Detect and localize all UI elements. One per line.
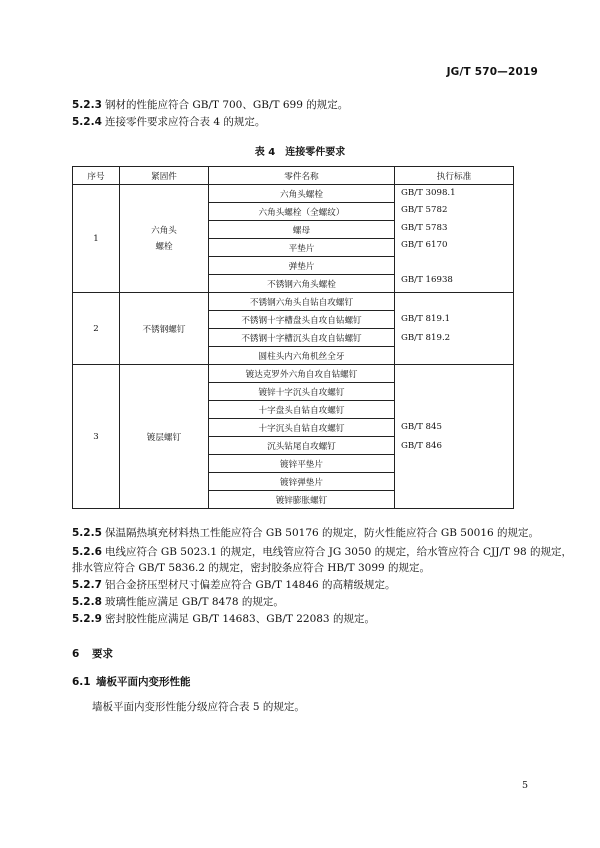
part-name: 镀锌弹垫片 — [209, 473, 395, 491]
row-number: 2 — [73, 293, 120, 365]
section-title: 墙板平面内变形性能 — [96, 676, 191, 688]
part-name: 不锈钢六角头螺栓 — [209, 275, 395, 293]
standard-code: GB/T 5783 — [401, 222, 448, 233]
fastener-line: 螺栓 — [155, 241, 173, 252]
standard-code: GB/T 5782 — [401, 205, 448, 216]
table-header-row — [73, 167, 514, 185]
section-6-1-paragraph: 墙板平面内变形性能分级应符合表 5 的规定。 — [92, 701, 305, 713]
part-name: 镀达克罗外六角自攻自钻螺钉 — [209, 365, 395, 383]
clause-number: 5.2.7 — [72, 579, 102, 591]
header-part-name: 零件名称 — [209, 167, 395, 185]
standard-code: GB/T 819.1 — [401, 313, 451, 324]
part-name: 不锈钢十字槽盘头自攻自钻螺钉 — [209, 311, 395, 329]
clause-text: 连接零件要求应符合表 4 的规定。 — [105, 116, 266, 128]
part-name: 十字沉头自钻自攻螺钉 — [209, 419, 395, 437]
clause-number: 5.2.5 — [72, 527, 102, 539]
table-row — [73, 365, 514, 383]
standards-cell — [395, 293, 514, 365]
clause-5-2-8 — [72, 595, 284, 610]
part-name: 六角头螺栓 — [209, 185, 395, 203]
standard-code: GB/T 819.2 — [401, 332, 451, 343]
clause-number: 5.2.4 — [72, 116, 102, 128]
standard-code: GB/T 3098.1 — [401, 188, 456, 198]
table-row — [73, 185, 514, 203]
part-name: 十字盘头自钻自攻螺钉 — [209, 401, 395, 419]
page-number: 5 — [521, 780, 528, 791]
standard-code: GB/T 16938 — [401, 275, 453, 286]
section-6-1-heading — [72, 674, 191, 689]
standard-code — [401, 255, 511, 272]
clause-5-2-4 — [72, 115, 265, 130]
clause-continuation: 排水管应符合 GB/T 5836.2 的规定，密封胶条应符合 HB/T 3099 的规定。 — [72, 562, 431, 574]
connection-parts-table — [72, 166, 514, 509]
header-fastener: 紧固件 — [120, 167, 209, 185]
section-6-heading — [72, 646, 113, 661]
part-name: 平垫片 — [209, 239, 395, 257]
clause-text: 铝合金挤压型材尺寸偏差应符合 GB/T 14846 的高精级规定。 — [105, 579, 396, 591]
clause-5-2-6 — [72, 545, 572, 560]
part-name: 不锈钢六角头自钻自攻螺钉 — [209, 293, 395, 311]
row-number: 3 — [73, 365, 120, 509]
standard-code: GB/T 6170 — [401, 240, 448, 251]
clause-text: 密封胶性能应满足 GB/T 14683、GB/T 22083 的规定。 — [105, 613, 375, 625]
clause-text: 钢材的性能应符合 GB/T 700、GB/T 699 的规定。 — [105, 99, 349, 111]
document-code: JG/T 570—2019 — [446, 66, 538, 78]
section-title: 要求 — [92, 648, 113, 660]
header-no: 序号 — [73, 167, 120, 185]
clause-text: 玻璃性能应满足 GB/T 8478 的规定。 — [105, 596, 284, 608]
standard-code: GB/T 846 — [401, 440, 442, 451]
part-name: 螺母 — [209, 221, 395, 239]
row-number: 1 — [73, 185, 120, 293]
header-standard: 执行标准 — [395, 167, 514, 185]
part-name: 沉头钻尾自攻螺钉 — [209, 437, 395, 455]
table-caption: 表 4 连接零件要求 — [254, 147, 346, 158]
standards-cell — [395, 365, 514, 509]
part-name: 圆柱头内六角机丝全牙 — [209, 347, 395, 365]
section-number: 6.1 — [72, 676, 91, 688]
section-number: 6 — [72, 648, 80, 660]
standard-code: GB/T 845 — [401, 421, 442, 432]
clause-number: 5.2.6 — [72, 546, 102, 558]
clause-5-2-3 — [72, 98, 348, 113]
part-name: 镀锌平垫片 — [209, 455, 395, 473]
clause-5-2-5 — [72, 526, 539, 541]
clause-5-2-7 — [72, 578, 396, 593]
clause-text: 电线应符合 GB 5023.1 的规定，电线管应符合 JG 3050 的规定，给水管应符合 CJJ/T 98 的规定， — [105, 546, 573, 558]
fastener-type — [120, 185, 209, 293]
part-name: 弹垫片 — [209, 257, 395, 275]
clause-5-2-9 — [72, 612, 375, 627]
part-name: 镀锌十字沉头自攻螺钉 — [209, 383, 395, 401]
part-name: 镀锌膨胀螺钉 — [209, 491, 395, 509]
clause-number: 5.2.9 — [72, 613, 102, 625]
standards-cell — [395, 185, 514, 293]
fastener-type: 镀层螺钉 — [120, 365, 209, 509]
table-row — [73, 293, 514, 311]
clause-number: 5.2.3 — [72, 99, 102, 111]
clause-text: 保温隔热填充材料热工性能应符合 GB 50176 的规定，防火性能应符合 GB 50016 的规定。 — [105, 527, 540, 539]
part-name: 不锈钢十字槽沉头自攻自钻螺钉 — [209, 329, 395, 347]
part-name: 六角头螺栓（全螺纹） — [209, 203, 395, 221]
fastener-type: 不锈钢螺钉 — [120, 293, 209, 365]
clause-number: 5.2.8 — [72, 596, 102, 608]
fastener-line: 六角头 — [151, 225, 177, 236]
